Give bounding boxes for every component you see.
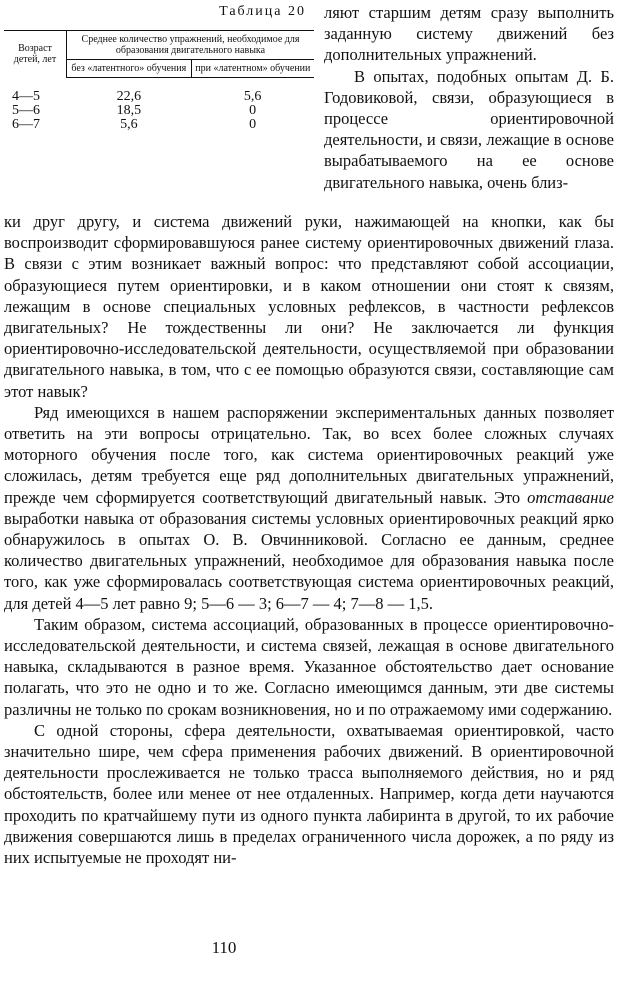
paragraph-3: Таким образом, система ассоциаций, образованных в процессе ориентировочно-исследовательской деятельности, и система связей, лежащая в основе двигательного навыка, складываются в разное время. Указанное обстоятельство дает основание полагать, что это не одно и то же. Согласно имеющимся данным, эти две системы различны не только по срокам возникновения, но и по отражаемому ими содержанию. <box>4 614 614 719</box>
paragraph-2-part-a: Ряд имеющихся в нашем распоряжении экспериментальных данных позволяет ответить на эти вопросы отрицательно. Так, во всех более сложных случаях моторного обучения после того, как система ориентировочных реакций уже сложилась, детям требуется еще ряд дополнительных двигательных упражнений, прежде чем сформируется соответствующий двигательный навык. Это <box>4 402 614 507</box>
header-with: при «латентном» обучении <box>191 60 314 78</box>
cell-age: 5—6 <box>12 103 40 118</box>
paragraph-2-part-b: выработки навыка от образования системы условных ориентировочных реакций ярко обнаружилось в опытах О. В. Овчинниковой. Согласно ее данным, среднее количество двигательных упражнений, необходимое для образования навыка после того, как уже сформировалась соответствующая система ориентировочных реакций, для детей 4—5 лет равно 9; 5—6 — 3; 6—7 — 4; 7—8 — 1,5. <box>4 508 614 613</box>
table-row <box>4 104 314 118</box>
cell-without: 5,6 <box>120 117 138 132</box>
side-column-text <box>324 2 614 193</box>
cell-without: 18,5 <box>116 103 142 118</box>
cell-with: 0 <box>249 103 257 118</box>
emphasis-lag: отставание <box>527 487 614 507</box>
data-table <box>4 30 314 132</box>
paragraph-4: С одной стороны, сфера деятельности, охватываемая ориентировкой, часто значительно шире, чем сфера применения рабочих движений. В ориентировочной деятельности прослеживается не только трасса выполняемого действия, но и ряд обстоятельств, более или менее от нее отдаленных. Например, когда дети научаются проходить по кратчайшему пути из одного пункта лабиринта в другой, то их рабочие движения совершаются лишь в пределах ограниченного числа дорожек, а по ряду из них испытуемые не проходят ни- <box>4 720 614 868</box>
cell-without: 22,6 <box>116 89 142 104</box>
cell-with: 5,6 <box>243 89 262 104</box>
paragraph-continuation: ляют старшим детям сразу выполнить заданную систему движений без дополнительных упражнений. <box>324 3 614 65</box>
main-text <box>4 211 614 868</box>
header-without: без «латентного» обучения <box>67 60 192 78</box>
table-row <box>4 118 314 132</box>
header-age: Возраст детей, лет <box>4 31 67 78</box>
table-caption: Таблица 20 <box>219 4 306 19</box>
paragraph-1: ки друг другу, и система движений руки, нажимающей на кнопки, как бы воспроизводит сформировавшуюся ранее систему ориентировочных движений глаза. В связи с этим возникает важный вопрос: что представляют собой ассоциации, образующиеся путем ориентировки, и в каком отношении они стоят к связям, лежащим в основе специальных условных рефлексов, в частности рефлексов двигательных? Не тождественны ли они? Не заключается ли функция ориентировочно-исследовательской деятельности, осуществляемой при образовании двигательного навыка, в том, что с ее помощью образуются связи, составляющие сам этот навык? <box>4 212 614 401</box>
data-table-block <box>4 4 314 132</box>
paragraph-2 <box>4 402 614 614</box>
cell-with: 0 <box>249 117 257 132</box>
page-number: 110 <box>211 938 237 957</box>
paragraph-godovikova: В опытах, подобных опытам Д. Б. Годовиковой, связи, образующиеся в процессе ориентировочной деятельности, и связи, лежащие в основе вырабатываемого на ее основе двигательного навыка, очень близ- <box>324 66 614 192</box>
cell-age: 4—5 <box>12 88 40 104</box>
header-main: Среднее количество упражнений, необходимое для образования двигательного навыка <box>67 31 315 60</box>
cell-age: 6—7 <box>12 117 40 132</box>
table-row <box>4 78 314 105</box>
